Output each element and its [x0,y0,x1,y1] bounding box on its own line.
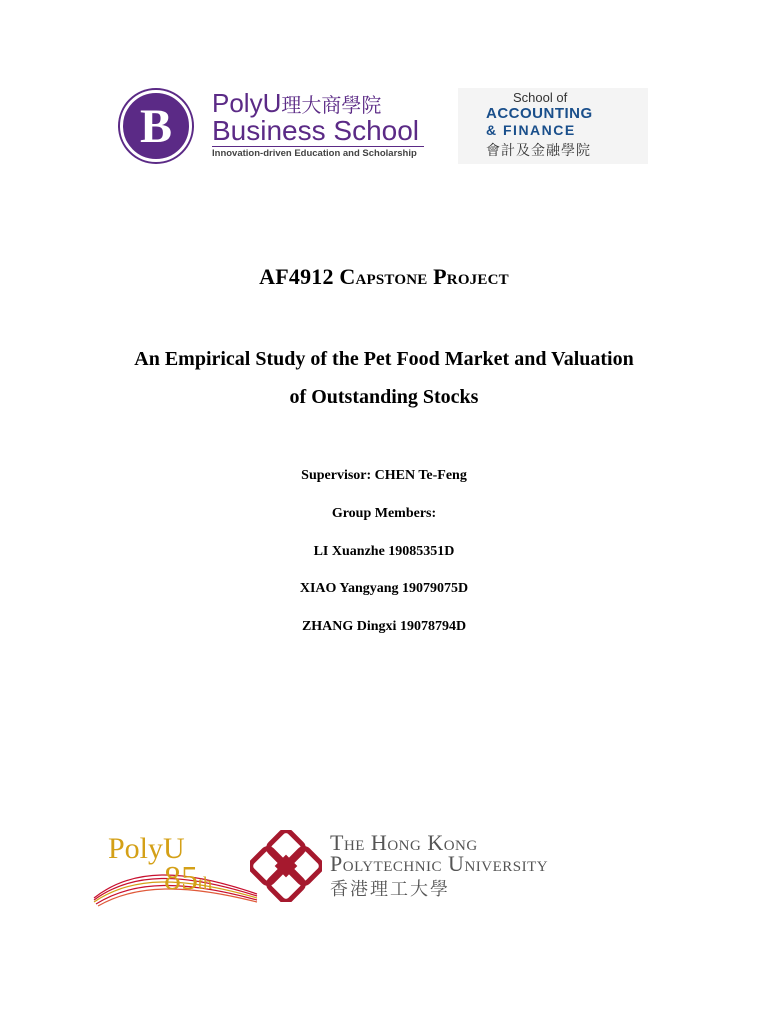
saf-cjk-name: 會計及金融學院 [486,143,591,159]
accounting-finance-logo [458,88,648,164]
group-member: LI Xuanzhe 19085351D [313,544,455,559]
business-school-polyu: PolyU [212,88,282,118]
course-title: AF4912 Capstone Project [259,264,509,289]
university-name-cjk: 香港理工大學 [330,879,450,900]
anniversary-number: 85 [164,860,198,897]
anniversary-suffix: th [198,873,213,893]
supervisor: Supervisor: CHEN Te-Feng [301,468,467,483]
polyu-85th-text: PolyU [108,832,185,865]
report-title-line2: of Outstanding Stocks [289,386,479,408]
business-school-logo [120,88,430,164]
university-name-line2: Polytechnic University [330,851,549,876]
report-title [60,340,708,416]
report-title-line1: An Empirical Study of the Pet Food Market and Valuation [134,348,634,370]
business-school-divider [212,146,424,147]
saf-school-of: School of [513,90,568,105]
group-member: XIAO Yangyang 19079075D [299,581,469,596]
group-members-label: Group Members: [331,506,437,521]
business-school-name: Business School [212,115,420,146]
polyu-emblem-icon [250,830,322,902]
group-member: ZHANG Dingxi 19078794D [301,619,467,634]
saf-accounting: ACCOUNTING [486,105,593,122]
business-school-cjk-name: 理大商學院 [281,93,382,117]
polyu-85th-logo [92,828,262,908]
business-school-tagline: Innovation-driven Education and Scholarship [212,148,417,159]
saf-finance: & FINANCE [486,122,576,138]
business-school-emblem-icon: B [120,90,192,162]
university-name-line1: The Hong Kong [330,830,478,855]
